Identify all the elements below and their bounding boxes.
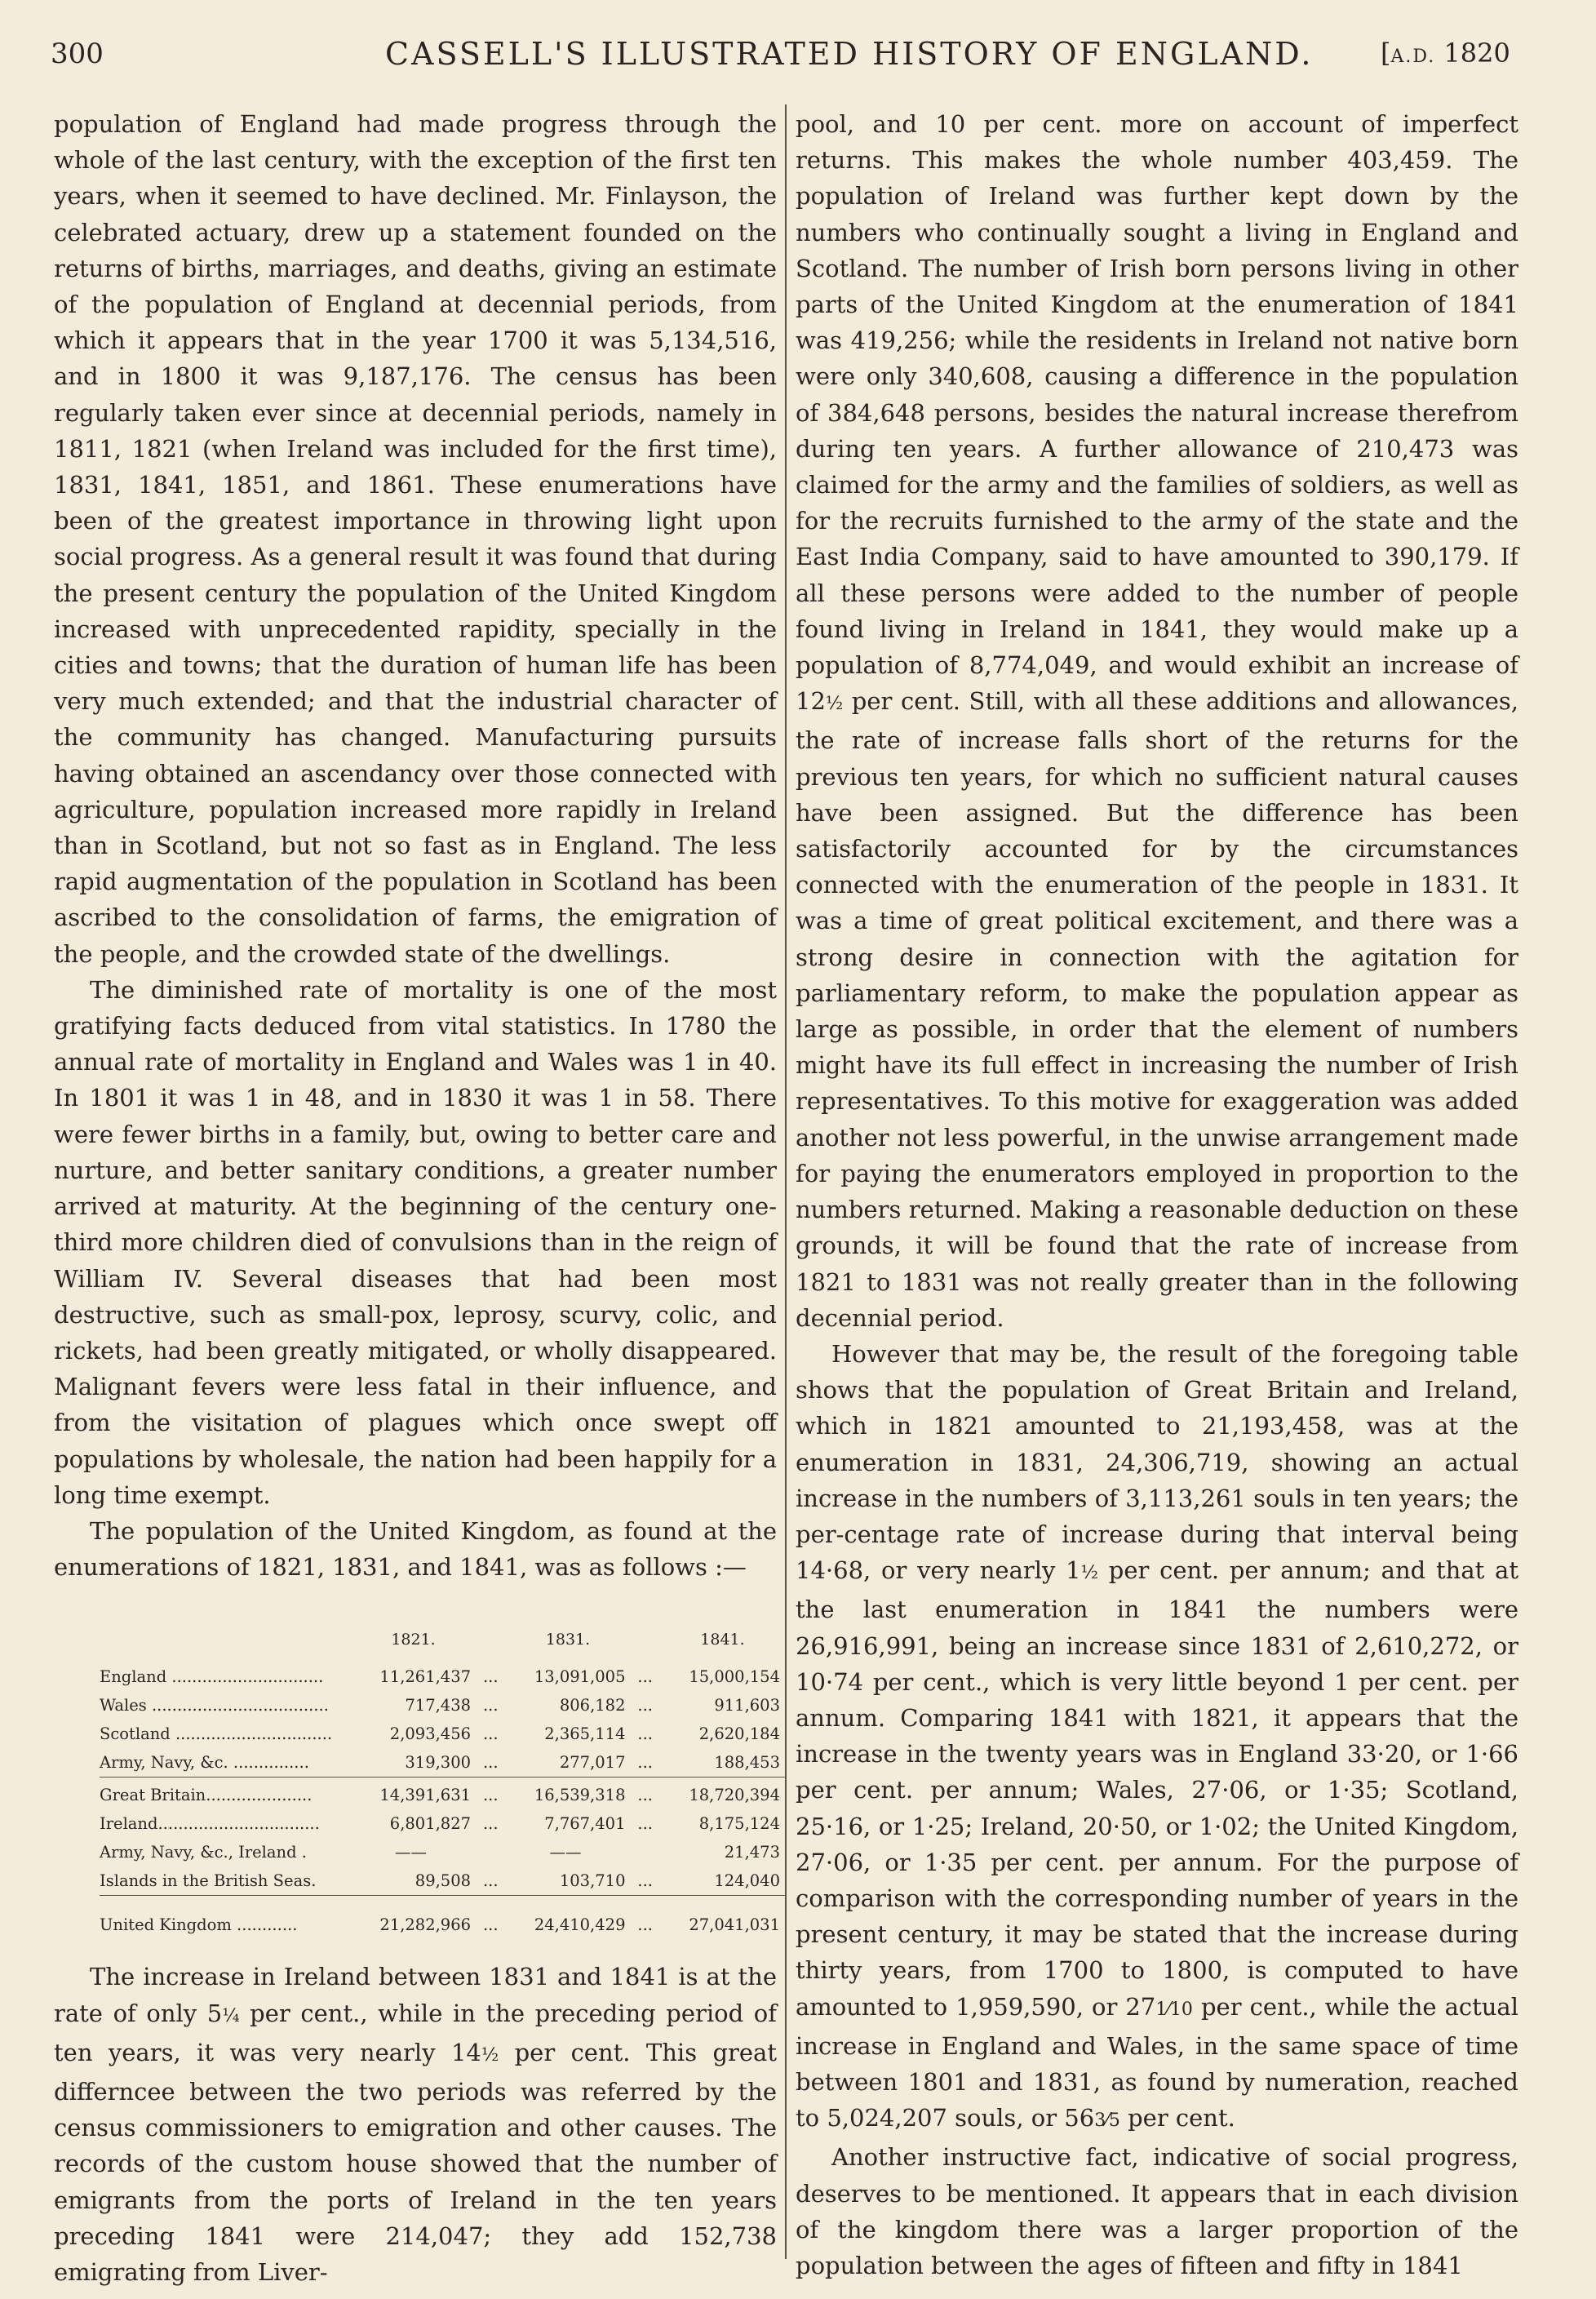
table-row bbox=[100, 1778, 785, 1810]
cell-1831: 24,410,429 bbox=[506, 1896, 631, 1940]
running-date bbox=[1381, 38, 1510, 69]
cell-1841: 124,040 bbox=[714, 1871, 780, 1891]
leader-dots: ... bbox=[482, 1753, 499, 1773]
census-table bbox=[100, 1626, 785, 1939]
table-row bbox=[100, 1866, 785, 1896]
cell-1821: 11,261,437 bbox=[379, 1667, 472, 1687]
leader-dots: ... bbox=[637, 1753, 654, 1773]
paragraph-table-intro: The population of the United Kingdom, as found at the enumerations of 1821, 1831, and 1841, was as follows :— bbox=[54, 1516, 777, 1582]
leader-dots: ... bbox=[637, 1814, 654, 1834]
table-row bbox=[100, 1809, 785, 1838]
cell-1821: —— bbox=[395, 1843, 428, 1862]
cell-1841: 15,000,154 bbox=[689, 1667, 780, 1687]
paragraph-population-progress: population of England had made progress through the whole of the last century, with the exception of the first ten years, when it seemed to have declined. Mr. Finlayson, the celebrated actuary, drew up a statement founded on the returns of births, marriages, and deaths, giving an estimate of the population of England at decennial periods, from which it appears that in the year 1700 it was 5,134,516, and in 1800 it was 9,187,176. The census has been regularly taken ever since at decennial periods, namely in 1811, 1821 (when Ireland was included for the first time), 1831, 1841, 1851, and 1861. These enumerations have been of the greatest importance in throwing light upon social progress. As a general result it was found that during the present century the population of the United Kingdom increased with unprecedented rapidity, specially in the cities and towns; that the duration of human life has been very much extended; and that the industrial character of the community has changed. Manufacturing pursuits having obtained an ascendancy over those connected with agriculture, population increased more rapidly in Ireland than in Scotland, but not so fast as in England. The less rapid augmentation of the population in Scotland has been ascribed to the consolidation of farms, the emigration of the people, and the crowded state of the dwellings. bbox=[54, 110, 777, 968]
running-head bbox=[51, 34, 1519, 83]
cell-1841: 2,620,184 bbox=[698, 1724, 780, 1744]
cell-1841: 188,453 bbox=[714, 1753, 780, 1773]
table-header-row bbox=[100, 1626, 785, 1654]
paragraph-mortality: The diminished rate of mortality is one of the most gratifying facts deduced from vital statistics. In 1780 the annual rate of mortality in England and Wales was 1 in 40. In 1801 it was 1 in 48, and in 1830 it was 1 in 58. There were fewer births in a family, but, owing to better care and nurture, and better sanitary conditions, a greater number arrived at maturity. At the beginning of the century one-third more children died of convulsions than in the reign of William IV. Several diseases that had been most destructive, such as small-pox, leprosy, scurvy, colic, and rickets, had been greatly mitigated, or wholly disappeared. Malignant fevers were less fatal in their influence, and from the visitation of plagues which once swept off populations by wholesale, the nation had been happily for a long time exempt. bbox=[54, 975, 777, 1509]
leader-dots: ... bbox=[476, 1896, 505, 1940]
cell-1831: 806,182 bbox=[559, 1696, 626, 1715]
cell-1831: 16,539,318 bbox=[506, 1778, 631, 1810]
year-header-1841: 1841. bbox=[700, 1631, 745, 1649]
era-label: A.D. bbox=[1390, 47, 1436, 67]
leader-dots: ... bbox=[482, 1696, 499, 1715]
cell-1821: 2,093,456 bbox=[389, 1724, 472, 1744]
table-row bbox=[100, 1654, 785, 1691]
paragraph-irish-emigration: pool, and 10 per cent. more on account of imperfect returns. This makes the whole number 403,459. The population of Ireland was further kept down by the numbers who continually sought a living in England and Scotland. The number of Irish born persons living in other parts of the United Kingdom at the enumeration of 1841 was 419,256; while the residents in Ireland not native born were only 340,608, causing a difference in the population of 384,648 persons, besides the natural increase therefrom during ten years. A further allowance of 210,473 was claimed for the army and the families of soldiers, as well as for the recruits furnished to the army of the state and the East India Company, said to have amounted to 390,179. If all these persons were added to the number of people found living in Ireland in 1841, they would make up a population of 8,774,049, and would exhibit an increase of 12½ per cent. Still, with all these additions and allowances, the rate of increase falls short of the returns for the previous ten years, for which no sufficient natural causes have been assigned. But the difference has been satisfactorily accounted for by the circumstances connected with the enumeration of the people in 1831. It was a time of great political excitement, and there was a strong desire in connection with the agitation for parliamentary reform, to make the population appear as large as possible, in order that the element of numbers might have its full effect in increasing the number of Irish representatives. To this motive for exaggeration was added another not less powerful, in the unwise arrangement made for paying the enumerators employed in proportion to the numbers returned. Making a reasonable deduction on these grounds, it will be found that the rate of increase from 1821 to 1831 was not really greater than in the following decennial period. bbox=[796, 110, 1518, 1332]
table-row bbox=[100, 1691, 785, 1720]
page-number: 300 bbox=[51, 38, 104, 70]
leader-dots: ... bbox=[637, 1724, 654, 1744]
leader-dots: ... bbox=[482, 1814, 499, 1834]
running-title: CASSELL'S ILLUSTRATED HISTORY OF ENGLAND. bbox=[385, 36, 1314, 72]
leader-dots: ... bbox=[637, 1667, 654, 1687]
row-label: Ireland................................ bbox=[100, 1814, 320, 1834]
left-column bbox=[54, 106, 780, 2290]
leader-dots: ... bbox=[637, 1871, 654, 1891]
cell-1841: 21,473 bbox=[724, 1843, 780, 1862]
fraction: ½ bbox=[825, 694, 844, 715]
row-label: Islands in the British Seas. bbox=[100, 1871, 317, 1891]
year-label: 1820 bbox=[1443, 38, 1510, 69]
table-row bbox=[100, 1720, 785, 1748]
leader-dots: ... bbox=[637, 1696, 654, 1715]
row-label: Great Britain..................... bbox=[100, 1778, 351, 1810]
year-header-1831: 1831. bbox=[545, 1631, 591, 1649]
cell-1841: 8,175,124 bbox=[698, 1814, 780, 1834]
row-label: Wales ................................... bbox=[100, 1696, 329, 1715]
cell-1831: 7,767,401 bbox=[544, 1814, 626, 1834]
table-row bbox=[100, 1838, 785, 1866]
fraction: 3⁄5 bbox=[1094, 2110, 1120, 2132]
cell-1831: 103,710 bbox=[559, 1871, 626, 1891]
cell-1821: 21,282,966 bbox=[351, 1896, 476, 1940]
paragraph-social-progress: Another instructive fact, indicative of social progress, deserves to be mentioned. It appears that in each division of the kingdom there was a larger proportion of the population between the ages of fifteen and fifty in 1841 bbox=[796, 2143, 1518, 2279]
leader-dots: ... bbox=[482, 1667, 499, 1687]
cell-1831: 13,091,005 bbox=[534, 1667, 626, 1687]
fraction: ½ bbox=[1080, 1563, 1098, 1584]
row-label: Scotland ............................... bbox=[100, 1724, 333, 1744]
right-column bbox=[796, 106, 1518, 2283]
paragraph-ireland-increase: The increase in Ireland between 1831 and 1841 is at the rate of only 5¼ per cent., while in the preceding period of ten years, it was very nearly 14½ per cent. This great differncee between the two periods was referred by the census commissioners to emigration and other causes. The records of the custom house showed that the number of emigrants from the ports of Ireland in the ten years preceding 1841 were 214,047; they add 152,738 emigrating from Liver- bbox=[54, 1963, 777, 2286]
cell-1821: 14,391,631 bbox=[351, 1778, 476, 1810]
fraction: ¼ bbox=[222, 2005, 240, 2026]
year-header-1821: 1821. bbox=[391, 1631, 436, 1649]
cell-1821: 717,438 bbox=[405, 1696, 472, 1715]
row-label: Army, Navy, &c., Ireland . bbox=[100, 1843, 307, 1862]
leader-dots: ... bbox=[482, 1724, 499, 1744]
paragraph-census-results: However that may be, the result of the foregoing table shows that the population of Great Britain and Ireland, which in 1821 amounted to 21,193,458, was at the enumeration in 1831, 24,306,719, showing an actual increase in the numbers of 3,113,261 souls in ten years; the per-centage rate of increase during that interval being 14·68, or very nearly 1½ per cent. per annum; and that at the last enumeration in 1841 the numbers were 26,916,991, being an increase since 1831 of 2,610,272, or 10·74 per cent., which is very little beyond 1 per cent. per annum. Comparing 1841 with 1821, it appears that the increase in the twenty years was in England 33·20, or 1·66 per cent. per annum; Wales, 27·06, or 1·35; Scotland, 25·16, or 1·25; Ireland, 20·50, or 1·02; the United Kingdom, 27·06, or 1·35 per cent. per annum. For the purpose of comparison with the corresponding number of years in the present century, it may be stated that the increase during thirty years, from 1700 to 1800, is computed to have amounted to 1,959,590, or 271⁄10 per cent., while the actual increase in England and Wales, in the same space of time between 1801 and 1831, as found by numeration, reached to 5,024,207 souls, or 563⁄5 per cent. bbox=[796, 1339, 1519, 2133]
cell-1841: 911,603 bbox=[714, 1696, 780, 1715]
cell-1821: 6,801,827 bbox=[389, 1814, 472, 1834]
cell-1831: 277,017 bbox=[559, 1753, 626, 1773]
row-label: England .............................. bbox=[100, 1667, 324, 1687]
cell-1831: 2,365,114 bbox=[544, 1724, 626, 1744]
cell-1841: 27,041,031 bbox=[660, 1896, 785, 1940]
leader-dots: ... bbox=[476, 1778, 505, 1810]
fraction: 1⁄10 bbox=[1155, 1999, 1193, 2020]
leader-dots: ... bbox=[482, 1871, 499, 1891]
column-divider bbox=[785, 104, 787, 2259]
cell-1831: —— bbox=[549, 1843, 582, 1862]
date-bracket: [ bbox=[1381, 38, 1391, 69]
cell-1821: 319,300 bbox=[405, 1753, 472, 1773]
row-label: Army, Navy, &c. ............... bbox=[100, 1753, 309, 1773]
fraction: ½ bbox=[481, 2044, 499, 2066]
row-label: United Kingdom ............ bbox=[100, 1896, 351, 1940]
leader-dots: ... bbox=[630, 1896, 659, 1940]
cell-1841: 18,720,394 bbox=[660, 1778, 785, 1810]
cell-1821: 89,508 bbox=[415, 1871, 472, 1891]
table-row-total bbox=[100, 1896, 785, 1940]
table-row bbox=[100, 1748, 785, 1778]
leader-dots: ... bbox=[630, 1778, 659, 1810]
